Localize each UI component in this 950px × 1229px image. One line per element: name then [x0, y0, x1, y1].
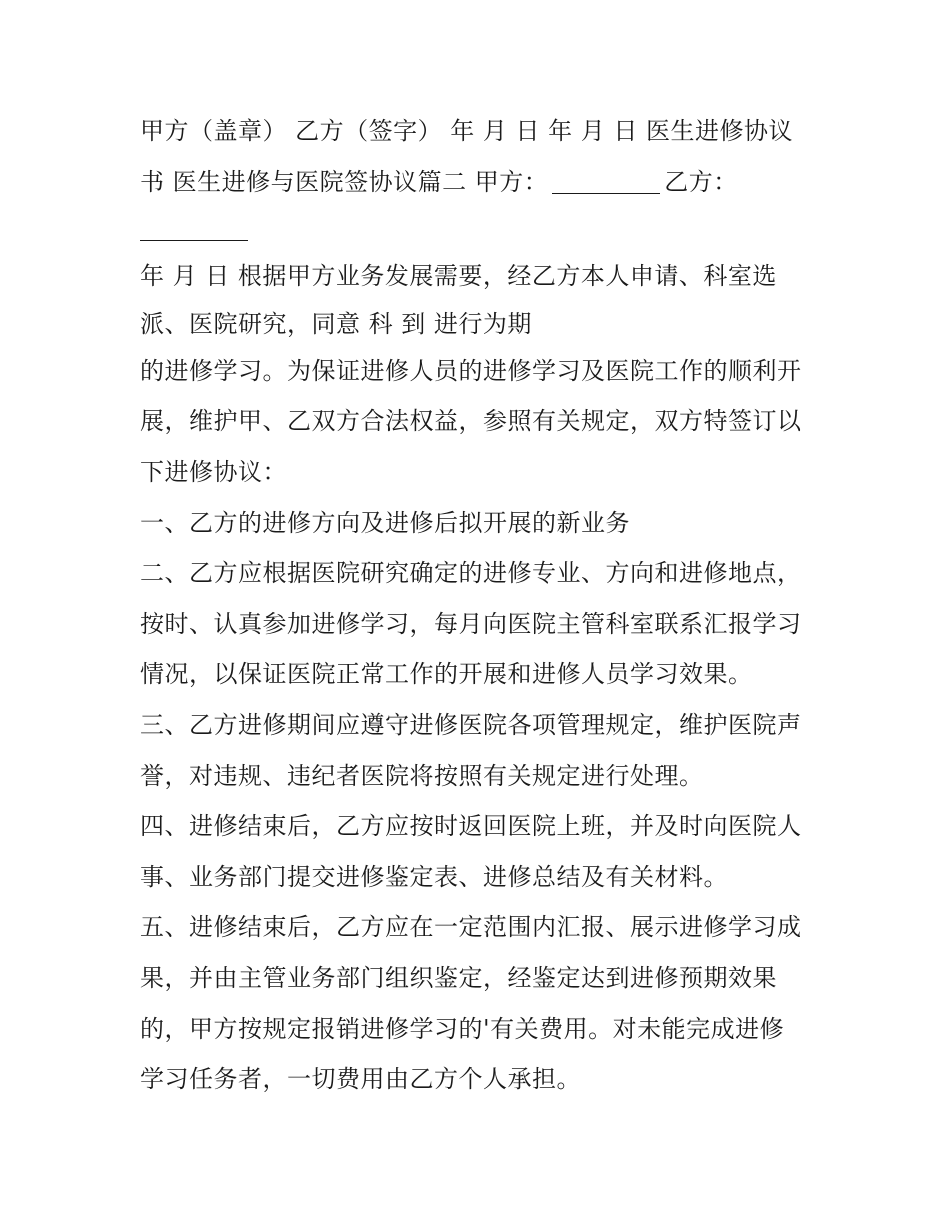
text-line: 四、进修结束后，乙方应按时返回医院上班，并及时向医院人 — [140, 812, 802, 841]
text-line — [140, 157, 820, 208]
text-line: 果，并由主管业务部门组织鉴定，经鉴定达到进修预期效果 — [140, 963, 777, 992]
text-line: 的，甲方按规定报销进修学习的'有关费用。对未能完成进修 — [140, 1014, 785, 1043]
text-line: 情况，以保证医院正常工作的开展和进修人员学习效果。 — [140, 660, 753, 689]
text-line: 事、业务部门提交进修鉴定表、进修总结及有关材料。 — [140, 862, 728, 891]
text-line: 一、乙方的进修方向及进修后拟开展的新业务 — [140, 508, 630, 537]
text-segment: 书 医生进修与医院签协议篇二 甲方： — [140, 167, 549, 196]
text-line: 二、乙方应根据医院研究确定的进修专业、方向和进修地点， — [140, 559, 802, 588]
blank-line-party-a — [552, 169, 660, 194]
text-line: 誉，对违规、违纪者医院将按照有关规定进行处理。 — [140, 761, 704, 790]
text-line: 按时、认真参加进修学习，每月向医院主管科室联系汇报学习 — [140, 609, 802, 638]
text-line: 甲方（盖章） 乙方（签字） 年 月 日 年 月 日 医生进修协议 — [140, 117, 794, 145]
text-line: 学习任务者，一切费用由乙方个人承担。 — [140, 1065, 581, 1094]
blank-line-party-b — [140, 216, 248, 241]
text-line — [140, 207, 820, 251]
text-line: 年 月 日 根据甲方业务发展需要，经乙方本人申请、科室选 — [140, 262, 777, 291]
text-line: 展，维护甲、乙双方合法权益，参照有关规定，双方特签订以 — [140, 407, 802, 436]
text-line: 三、乙方进修期间应遵守进修医院各项管理规定，维护医院声 — [140, 710, 802, 739]
text-line: 下进修协议： — [140, 457, 287, 486]
text-segment: 乙方： — [664, 167, 738, 196]
document-body — [140, 106, 820, 1105]
text-line: 五、进修结束后，乙方应在一定范围内汇报、展示进修学习成 — [140, 913, 802, 942]
text-line: 派、医院研究，同意 科 到 进行为期 — [140, 309, 532, 338]
text-line: 的进修学习。为保证进修人员的进修学习及医院工作的顺利开 — [140, 356, 802, 385]
